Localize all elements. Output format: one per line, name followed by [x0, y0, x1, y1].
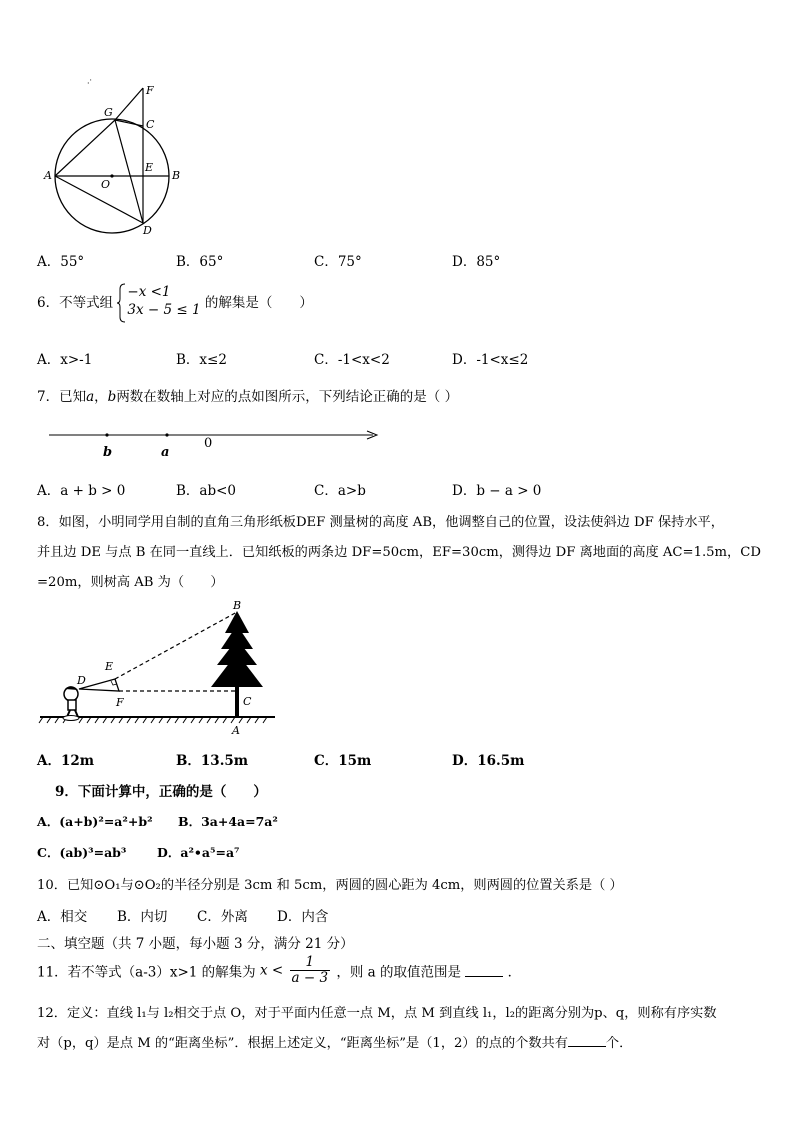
q8-option-d[interactable]: D．16.5m	[452, 753, 525, 769]
q7-stem	[37, 385, 458, 405]
q9-option-d[interactable]: D．a²•a⁵=a⁷	[157, 845, 240, 860]
q11-x-lt: x <	[259, 962, 284, 979]
q10-option-d[interactable]: D．内含	[277, 909, 329, 925]
q7-option-b[interactable]: B．ab<0	[176, 483, 237, 499]
axis-label-b: b	[103, 445, 113, 460]
q8-stem-line3: =20m，则树高 AB 为（ ）	[37, 575, 224, 590]
q11-prefix: 11．若不等式（a-3）x>1 的解集为	[37, 964, 256, 981]
q5-option-b[interactable]: B．65°	[176, 254, 224, 270]
q6-option-b[interactable]: B．x≤2	[176, 352, 227, 368]
q7-text-c: 两数在数轴上对应的点如图所示，下列结论正确的是（ ）	[116, 389, 459, 405]
label-O: O	[101, 178, 111, 191]
person-icon	[63, 686, 79, 720]
q7-var-a: a	[86, 389, 95, 405]
q7-option-d[interactable]: D．b − a > 0	[452, 483, 542, 499]
q10-option-b[interactable]: B．内切	[117, 909, 168, 925]
q12-answer-blank[interactable]	[568, 1034, 606, 1047]
q9-option-b[interactable]: B．3a+4a=7a²	[178, 814, 278, 829]
section-2-heading: 二、填空题（共 7 小题，每小题 3 分，满分 21 分）	[37, 936, 354, 952]
q11-denominator: a − 3	[291, 970, 329, 986]
q11-stem	[37, 955, 521, 986]
q5-option-d[interactable]: D．85°	[452, 254, 501, 270]
q10-option-a[interactable]: A．相交	[37, 909, 88, 925]
q7-text-b: ，	[94, 389, 108, 405]
q8-stem-line2: 并且边 DE 与点 B 在同一直线上．已知纸板的两条边 DF=50cm，EF=30cm，测得边 DF 离地面的高度 AC=1.5m，CD	[37, 545, 761, 560]
svg-text:·: ·	[87, 79, 90, 88]
q11-fraction	[290, 955, 331, 986]
q5-circle-figure	[35, 78, 195, 238]
q6-option-a[interactable]: A．x>-1	[37, 352, 93, 368]
label-B: B	[172, 169, 181, 182]
q6-option-d[interactable]: D．-1<x≤2	[452, 352, 529, 368]
q9-stem: 9．下面计算中，正确的是（ ）	[55, 784, 267, 800]
q11-answer-blank[interactable]	[465, 964, 503, 977]
label-A: A	[44, 169, 52, 182]
label-D: D	[77, 674, 86, 687]
axis-label-zero: 0	[204, 436, 213, 451]
label-C: C	[146, 118, 155, 131]
q6-stem	[37, 283, 313, 319]
q10-stem: 10．已知⊙O₁与⊙O₂的半径分别是 3cm 和 5cm，两圆的圆心距为 4cm，则两圆的位置关系是（ ）	[37, 878, 623, 893]
label-E: E	[105, 660, 114, 673]
axis-label-a: a	[161, 445, 170, 460]
q5-option-a[interactable]: A．55°	[37, 254, 85, 270]
q8-stem-line1: 8．如图，小明同学用自制的直角三角形纸板DEF 测量树的高度 AB，他调整自己的位置，设法使斜边 DF 保持水平，	[37, 515, 724, 530]
q12-line2-end: 个．	[605, 1036, 633, 1051]
q6-prefix: 6．不等式组	[37, 295, 114, 311]
q6-line2: 3x − 5 ≤ 1	[127, 302, 201, 318]
q5-option-c[interactable]: C．75°	[314, 254, 362, 270]
q10-option-c[interactable]: C．外离	[197, 909, 248, 925]
q8-option-a[interactable]: A．12m	[37, 753, 95, 769]
q7-number-line	[45, 425, 385, 465]
label-A: A	[232, 724, 240, 737]
q6-line1: −x <1	[127, 284, 171, 300]
label-G: G	[104, 106, 113, 119]
q11-numerator: 1	[290, 955, 331, 971]
label-F: F	[146, 84, 154, 97]
q11-suffix: ，则 a 的取值范围是	[336, 964, 461, 981]
q8-option-c[interactable]: C．15m	[314, 753, 372, 769]
q8-tree-figure	[35, 597, 275, 737]
label-D: D	[143, 224, 152, 237]
q11-end: ．	[507, 964, 522, 981]
label-F: F	[116, 696, 124, 709]
label-E: E	[145, 161, 154, 174]
q12-line2	[37, 1032, 632, 1051]
q8-option-b[interactable]: B．13.5m	[176, 753, 249, 769]
q6-suffix: 的解集是（ ）	[204, 295, 313, 311]
q9-option-a[interactable]: A．(a+b)²=a²+b²	[37, 814, 153, 829]
label-C: C	[243, 695, 252, 708]
q6-option-c[interactable]: C．-1<x<2	[314, 352, 390, 368]
q12-line1: 12．定义：直线 l₁与 l₂相交于点 O，对于平面内任意一点 M，点 M 到直线 l₁，l₂的距离分别为p、q，则称有序实数	[37, 1006, 717, 1021]
q7-option-a[interactable]: A．a + b > 0	[37, 483, 126, 499]
q7-var-b: b	[107, 389, 117, 405]
tree-icon	[211, 611, 263, 717]
q9-option-c[interactable]: C．(ab)³=ab³	[37, 845, 127, 860]
q7-text-a: 7．已知	[37, 389, 87, 405]
q6-inequality-system	[117, 283, 200, 319]
label-B: B	[233, 599, 242, 612]
q12-line2-text: 对（p，q）是点 M 的“距离坐标”．根据上述定义，“距离坐标”是（1，2）的点的个数共有	[37, 1036, 568, 1051]
svg-text:': '	[90, 79, 92, 86]
q7-option-c[interactable]: C．a>b	[314, 483, 366, 499]
